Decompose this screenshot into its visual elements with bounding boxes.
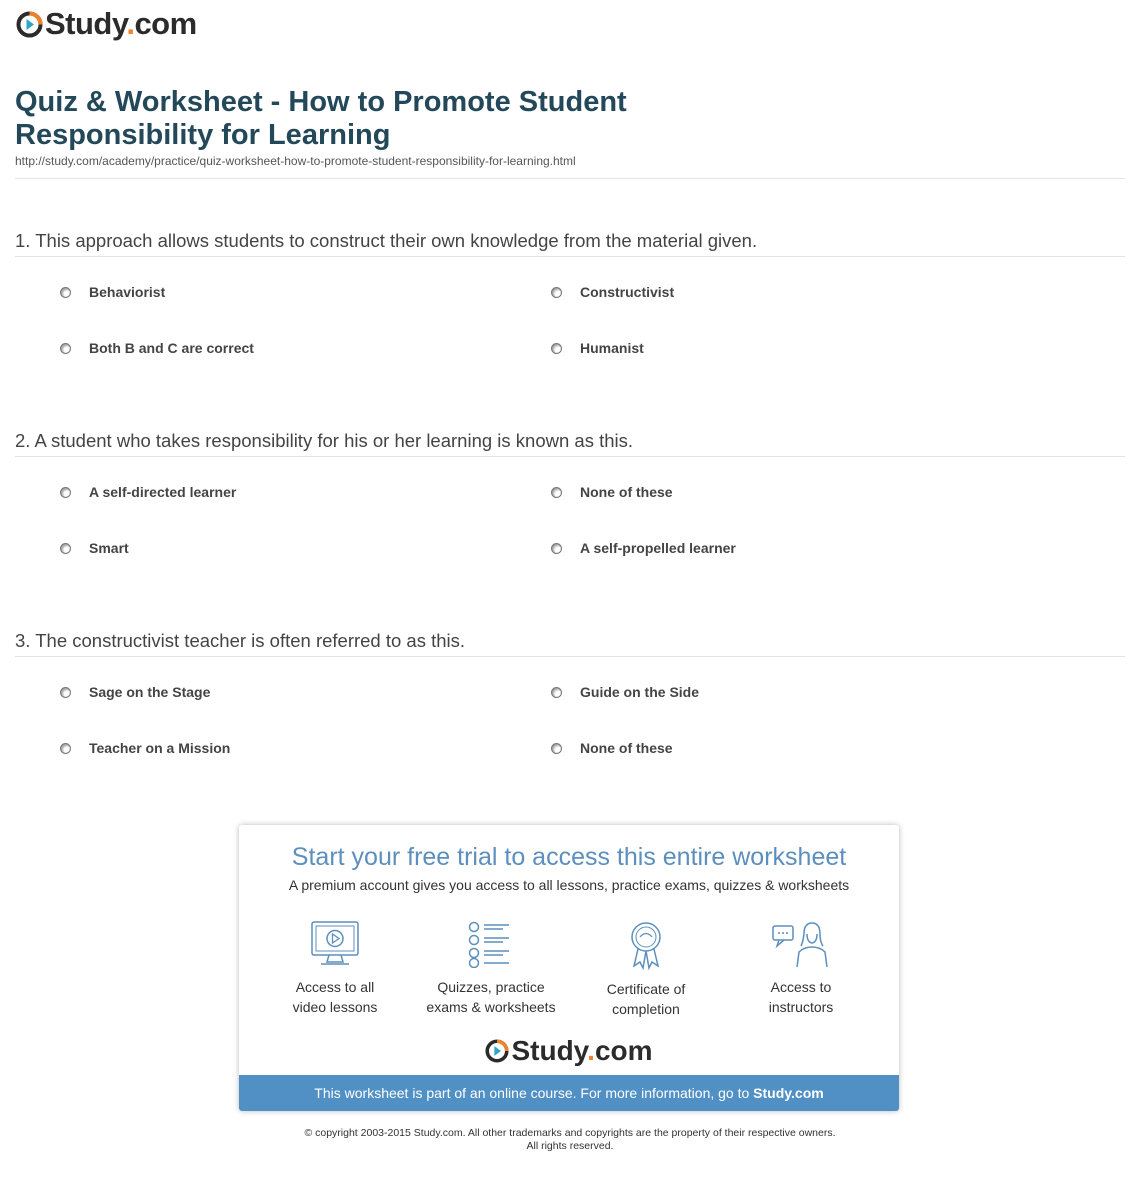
study-link[interactable]: Study.com [753, 1085, 824, 1101]
free-trial-promo[interactable] [239, 825, 899, 1111]
feature-label-line2: video lessons [292, 999, 378, 1015]
q3-option-d[interactable]: None of these [552, 740, 673, 756]
copyright-notice: © copyright 2003-2015 Study.com. All other trademarks and copyrights are the property of their respective owners. All rights reserved. [304, 1127, 836, 1152]
q2-option-b[interactable]: None of these [552, 484, 673, 500]
divider [15, 456, 1125, 457]
radio-button[interactable] [60, 487, 71, 498]
checklist-icon [465, 920, 517, 968]
divider [15, 256, 1125, 257]
radio-button[interactable] [551, 687, 562, 698]
q3-option-a[interactable]: Sage on the Stage [61, 684, 210, 700]
q2-option-c[interactable]: Smart [61, 540, 129, 556]
feature-instructors [726, 920, 876, 1017]
play-logo-icon [485, 1039, 509, 1063]
radio-button[interactable] [551, 287, 562, 298]
feature-label-line1: Access to all [295, 979, 375, 995]
feature-label-line2: exams & worksheets [426, 999, 556, 1015]
video-lesson-icon [309, 920, 361, 968]
radio-button[interactable] [60, 687, 71, 698]
feature-certificate [571, 920, 721, 1019]
q1-option-a[interactable]: Behaviorist [61, 284, 165, 300]
feature-label-line2: instructors [768, 999, 834, 1015]
radio-button[interactable] [60, 343, 71, 354]
radio-button[interactable] [551, 487, 562, 498]
feature-label-line2: completion [612, 1001, 680, 1017]
radio-button[interactable] [551, 543, 562, 554]
radio-button[interactable] [60, 743, 71, 754]
logo-wordmark: Study.com [511, 1035, 653, 1066]
q1-option-c[interactable]: Both B and C are correct [61, 340, 254, 356]
promo-study-logo[interactable] [239, 1037, 899, 1065]
divider [15, 656, 1125, 657]
feature-label-line1: Access to [770, 979, 832, 995]
divider [15, 178, 1125, 179]
course-info-bar[interactable]: This worksheet is part of an online course. For more information, go to Study.com [239, 1075, 899, 1111]
logo-wordmark: Study.com [45, 6, 197, 41]
q2-option-d[interactable]: A self-propelled learner [552, 540, 736, 556]
radio-button[interactable] [551, 343, 562, 354]
q1-option-b[interactable]: Constructivist [552, 284, 674, 300]
question-1: 1. This approach allows students to construct their own knowledge from the material given. [15, 230, 758, 251]
q3-option-c[interactable]: Teacher on a Mission [61, 740, 230, 756]
question-3: 3. The constructivist teacher is often referred to as this. [15, 630, 466, 651]
radio-button[interactable] [551, 743, 562, 754]
question-2: 2. A student who takes responsibility for his or her learning is known as this. [15, 430, 634, 451]
feature-video-lessons [260, 920, 410, 1017]
feature-label-line1: Quizzes, practice [437, 979, 545, 995]
q1-option-d[interactable]: Humanist [552, 340, 644, 356]
q2-option-a[interactable]: A self-directed learner [61, 484, 236, 500]
radio-button[interactable] [60, 543, 71, 554]
feature-label-line1: Certificate of [606, 981, 686, 997]
feature-quizzes [416, 920, 566, 1017]
play-logo-icon [16, 11, 43, 38]
radio-button[interactable] [60, 287, 71, 298]
promo-heading[interactable]: Start your free trial to access this entire worksheet [291, 843, 847, 871]
page-title: Quiz & Worksheet - How to Promote Student Responsibility for Learning [15, 86, 627, 151]
certificate-icon [620, 920, 672, 970]
instructor-icon [771, 920, 831, 968]
promo-subheading: A premium account gives you access to all lessons, practice exams, quizzes & worksheets [288, 877, 850, 893]
study-logo[interactable] [16, 6, 197, 41]
q3-option-b[interactable]: Guide on the Side [552, 684, 699, 700]
page-url[interactable]: http://study.com/academy/practice/quiz-worksheet-how-to-promote-student-responsibility-for-learning.html [15, 154, 576, 168]
